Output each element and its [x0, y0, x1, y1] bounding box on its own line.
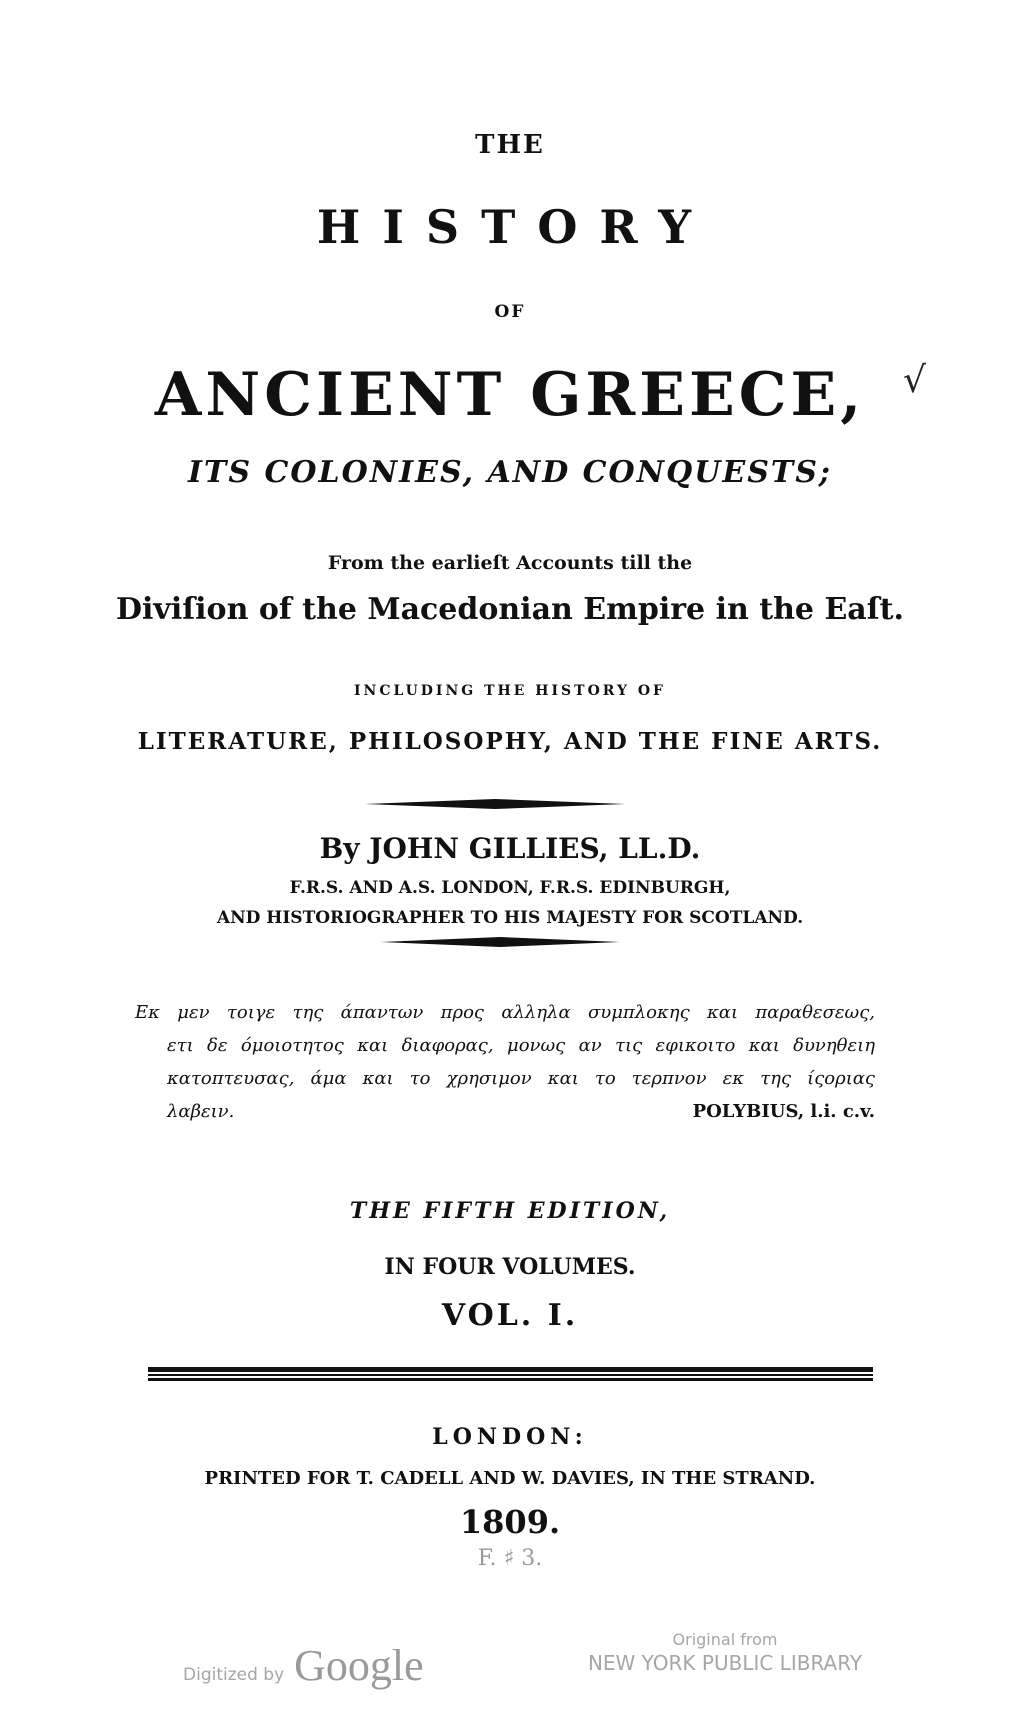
epigraph-line: λαβειν.	[167, 1101, 235, 1122]
ornamental-rule-middle	[380, 935, 620, 949]
digitized-by-google	[183, 1640, 424, 1691]
epigraph-line: Εκ μεν τοιγε της άπαντων προς αλληλα συμπλοκης και παραθεσεως,	[135, 1002, 875, 1023]
library-name: NEW YORK PUBLIC LIBRARY	[587, 1651, 863, 1675]
imprint-printer: PRINTED FOR T. CADELL AND W. DAVIES, IN THE STRAND.	[204, 1468, 816, 1489]
title-subject: ANCIENT GREECE,	[154, 360, 866, 430]
title-history: HISTORY	[316, 200, 714, 254]
title-of: OF	[494, 302, 526, 322]
imprint-city: LONDON:	[432, 1424, 588, 1450]
literature-line: LITERATURE, PHILOSOPHY, AND THE FINE ARTS.	[137, 728, 883, 755]
original-from-label: Original from	[672, 1630, 778, 1649]
imprint-year: 1809.	[459, 1503, 561, 1541]
division-line: Diviſion of the Macedonian Empire in the Eaſt.	[116, 592, 904, 627]
google-logo: Google	[294, 1641, 424, 1690]
double-rule	[148, 1366, 873, 1382]
volumes-line: IN FOUR VOLUMES.	[384, 1254, 636, 1280]
title-the: THE	[475, 130, 545, 160]
digitized-label: Digitized by	[183, 1665, 285, 1685]
epigraph-line: κατοπτευσας, άμα και το χρησιμον και το τερπνον εκ της ίςοριας	[167, 1068, 875, 1089]
subtitle: ITS COLONIES, AND CONQUESTS;	[188, 455, 832, 490]
epigraph-line: ετι δε όμοιοτητος και διαφορας, μονως αν τις εφικοιτο και δυνηθειη	[167, 1035, 875, 1056]
volume-number: VOL. I.	[441, 1298, 579, 1333]
from-line: From the earlieſt Accounts till the	[327, 552, 693, 574]
author-titles-2: AND HISTORIOGRAPHER TO HIS MAJESTY FOR SCOTLAND.	[216, 908, 804, 928]
original-source	[580, 1630, 870, 1675]
author-titles-1: F.R.S. AND A.S. LONDON, F.R.S. EDINBURGH,	[289, 878, 731, 898]
author-line: By JOHN GILLIES, LL.D.	[319, 832, 701, 865]
library-stamp: F. ♯ 3.	[477, 1546, 543, 1571]
epigraph	[135, 996, 875, 1128]
epigraph-attribution: POLYBIUS, l.i. c.v.	[692, 1101, 875, 1122]
handwritten-checkmark: √	[903, 360, 926, 401]
edition-line: THE FIFTH EDITION,	[349, 1198, 671, 1224]
including-line: INCLUDING THE HISTORY OF	[354, 683, 666, 699]
ornamental-rule-top	[365, 797, 625, 811]
